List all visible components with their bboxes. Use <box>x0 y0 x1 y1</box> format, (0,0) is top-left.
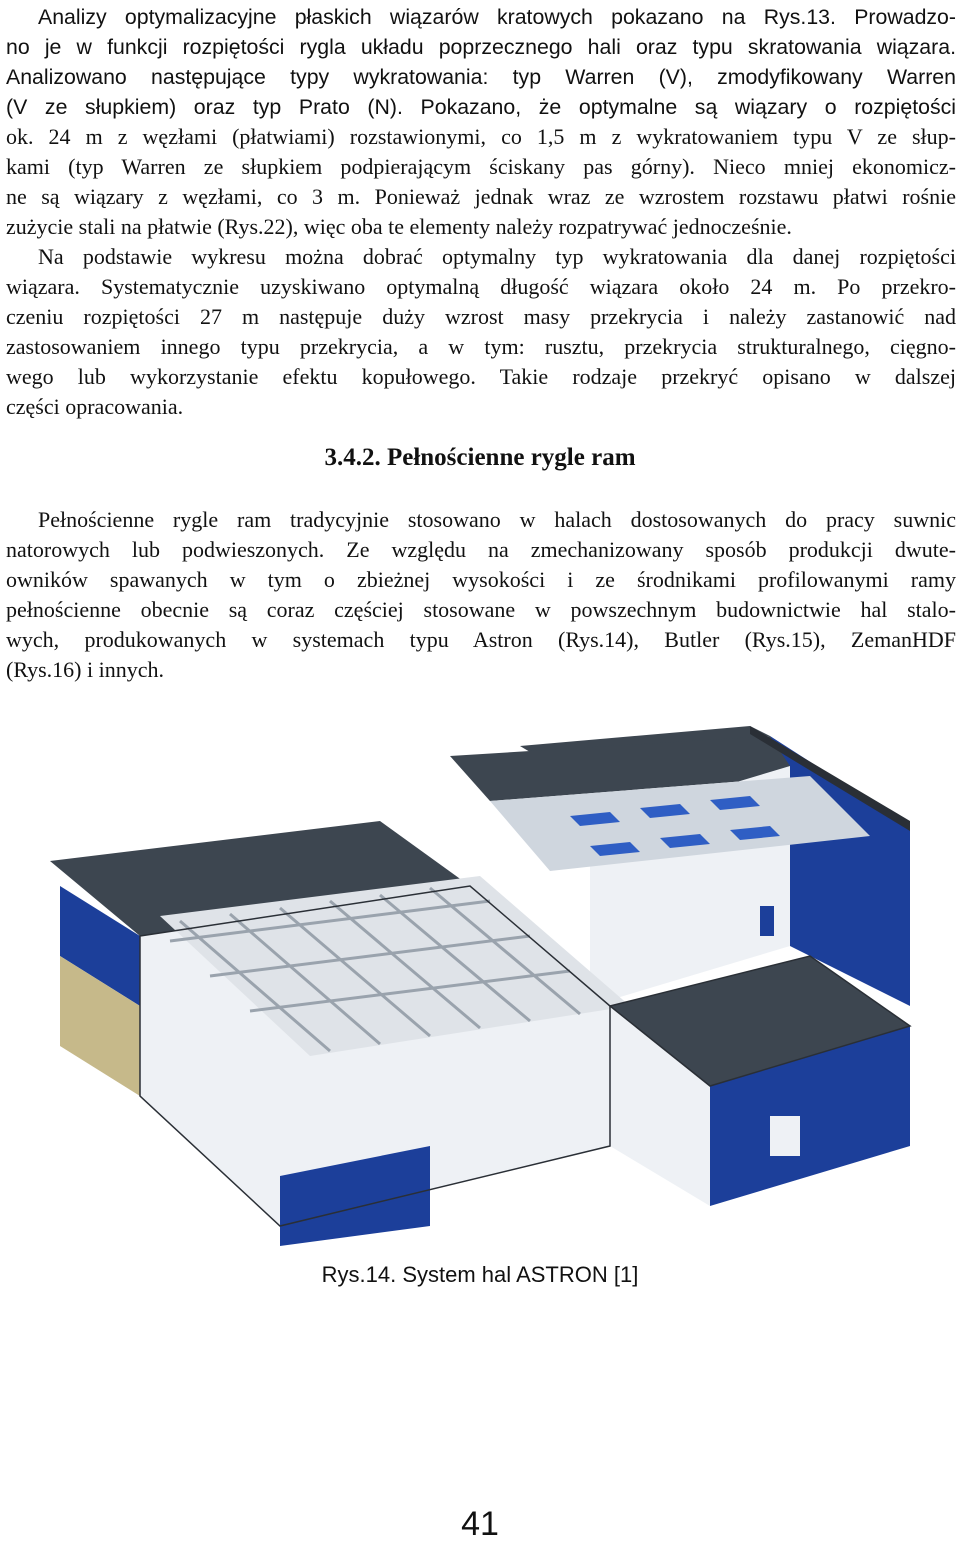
text-line: Analizy optymalizacyjne płaskich wiązarów kratowych pokazano na Rys.13. Prowadzo- <box>38 5 956 29</box>
paragraph-solid-web-girders <box>6 505 956 685</box>
text-line: natorowych lub podwieszonych. Ze względu na zmechanizowany sposób produkcji dwute- <box>6 537 956 562</box>
text-line: pełnościenne obecnie są coraz częściej stosowane w powszechnym budownictwie hal stalo- <box>6 597 956 622</box>
hall-system-illustration <box>50 706 950 1246</box>
text-line: wych, produkowanych w systemach typu Astron (Rys.14), Butler (Rys.15), ZemanHDF <box>6 627 956 652</box>
text-line: no je w funkcji rozpiętości rygla układu poprzecznego hali oraz typu skratowania wiązara. <box>6 35 956 59</box>
text-line: wego lub wykorzystanie efektu kopułowego. Takie rodzaje przekryć opisano w dalszej <box>6 364 956 389</box>
paragraph-optimization-analysis <box>6 2 956 242</box>
text-line: zużycie stali na płatwie (Rys.22), więc oba te elementy należy rozpatrywać jednocześnie. <box>6 214 792 239</box>
text-line: Pełnościenne rygle ram tradycyjnie stosowano w halach dostosowanych do pracy suwnic <box>38 507 956 532</box>
text-line: części opracowania. <box>6 394 184 419</box>
text-line: ok. 24 m z węzłami (płatwiami) rozstawionymi, co 1,5 m z wykratowaniem typu V ze słup- <box>6 124 956 149</box>
paragraph-diagram-selection <box>6 242 956 422</box>
text-line: ne są wiązary z węzłami, co 3 m. Ponieważ jednak wraz ze wzrostem rozstawu płatwi rośnie <box>6 184 956 209</box>
figure-caption: Rys.14. System hal ASTRON [1] <box>321 1262 639 1287</box>
text-line: czeniu rozpiętości 27 m następuje duży wzrost masy przekrycia i należy zastanowić nad <box>6 304 956 329</box>
text-line: Na podstawie wykresu można dobrać optymalny typ wykratowania dla danej rozpiętości <box>38 244 956 269</box>
text-line: zastosowaniem innego typu przekrycia, a w tym: rusztu, przekrycia strukturalnego, cięgno- <box>6 334 956 359</box>
text-line: Analizowano następujące typy wykratowania: typ Warren (V), zmodyfikowany Warren <box>6 65 956 89</box>
text-line: (V ze słupkiem) oraz typ Prato (N). Pokazano, że optymalne są wiązary o rozpiętości <box>6 95 956 119</box>
page-number: 41 <box>461 1505 499 1543</box>
service-door <box>760 906 774 936</box>
text-line: wiązara. Systematycznie uzyskiwano optymalną długość wiązara około 24 m. Po przekro- <box>6 274 956 299</box>
section-heading: 3.4.2. Pełnościenne rygle ram <box>324 444 636 471</box>
annex-window <box>770 1116 800 1156</box>
text-line: kami (typ Warren ze słupkiem podpierającym ściskany pas górny). Nieco mniej ekonomicz- <box>6 154 956 179</box>
text-line: (Rys.16) i innych. <box>6 657 164 682</box>
text-line: owników spawanych w tym o zbieżnej wysokości i ze środnikami profilowanymi ramy <box>6 567 956 592</box>
